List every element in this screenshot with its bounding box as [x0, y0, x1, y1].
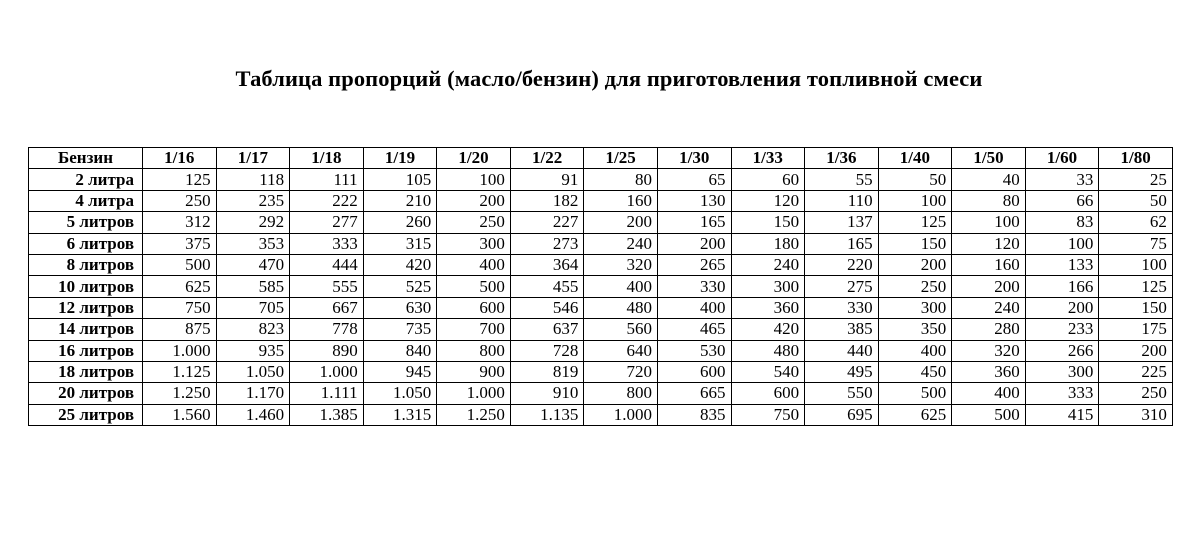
oil-amount-cell: 150: [731, 212, 805, 233]
oil-amount-cell: 233: [1025, 319, 1099, 340]
oil-amount-cell: 480: [584, 297, 658, 318]
oil-amount-cell: 546: [510, 297, 584, 318]
oil-amount-cell: 260: [363, 212, 437, 233]
oil-amount-cell: 470: [216, 254, 290, 275]
oil-amount-cell: 266: [1025, 340, 1099, 361]
oil-amount-cell: 480: [731, 340, 805, 361]
oil-amount-cell: 200: [878, 254, 952, 275]
oil-amount-cell: 273: [510, 233, 584, 254]
oil-amount-cell: 118: [216, 169, 290, 190]
oil-amount-cell: 100: [1025, 233, 1099, 254]
oil-amount-cell: 210: [363, 190, 437, 211]
oil-amount-cell: 180: [731, 233, 805, 254]
table-row: [29, 297, 1173, 318]
oil-amount-cell: 65: [657, 169, 731, 190]
oil-amount-cell: 420: [363, 254, 437, 275]
oil-amount-cell: 600: [657, 361, 731, 382]
oil-amount-cell: 1.000: [290, 361, 364, 382]
oil-amount-cell: 720: [584, 361, 658, 382]
ratio-header-cell: 1/60: [1025, 148, 1099, 169]
oil-amount-cell: 735: [363, 319, 437, 340]
oil-amount-cell: 1.135: [510, 404, 584, 425]
oil-amount-cell: 200: [952, 276, 1026, 297]
oil-amount-cell: 415: [1025, 404, 1099, 425]
oil-amount-cell: 137: [805, 212, 879, 233]
oil-amount-cell: 360: [731, 297, 805, 318]
oil-amount-cell: 200: [1099, 340, 1173, 361]
oil-amount-cell: 750: [731, 404, 805, 425]
oil-amount-cell: 560: [584, 319, 658, 340]
oil-amount-cell: 525: [363, 276, 437, 297]
oil-amount-cell: 120: [952, 233, 1026, 254]
ratio-header-cell: 1/30: [657, 148, 731, 169]
oil-amount-cell: 945: [363, 361, 437, 382]
oil-amount-cell: 320: [952, 340, 1026, 361]
oil-amount-cell: 400: [657, 297, 731, 318]
oil-amount-cell: 150: [878, 233, 952, 254]
ratio-header-cell: 1/33: [731, 148, 805, 169]
oil-amount-cell: 495: [805, 361, 879, 382]
oil-amount-cell: 133: [1025, 254, 1099, 275]
oil-amount-cell: 823: [216, 319, 290, 340]
oil-amount-cell: 80: [952, 190, 1026, 211]
table-row: [29, 190, 1173, 211]
oil-amount-cell: 1.050: [216, 361, 290, 382]
oil-amount-cell: 465: [657, 319, 731, 340]
table-row: [29, 340, 1173, 361]
table-row: [29, 404, 1173, 425]
oil-amount-cell: 800: [437, 340, 511, 361]
oil-amount-cell: 75: [1099, 233, 1173, 254]
oil-amount-cell: 840: [363, 340, 437, 361]
oil-amount-cell: 66: [1025, 190, 1099, 211]
oil-amount-cell: 165: [805, 233, 879, 254]
oil-amount-cell: 105: [363, 169, 437, 190]
oil-amount-cell: 310: [1099, 404, 1173, 425]
table-row: [29, 169, 1173, 190]
oil-amount-cell: 275: [805, 276, 879, 297]
oil-amount-cell: 240: [584, 233, 658, 254]
page-title: Таблица пропорций (масло/бензин) для приготовления топливной смеси: [235, 66, 983, 91]
oil-amount-cell: 110: [805, 190, 879, 211]
oil-amount-cell: 500: [878, 383, 952, 404]
oil-amount-cell: 550: [805, 383, 879, 404]
row-label-cell: 6 литров: [29, 233, 143, 254]
oil-amount-cell: 312: [143, 212, 217, 233]
oil-amount-cell: 665: [657, 383, 731, 404]
oil-amount-cell: 630: [363, 297, 437, 318]
oil-amount-cell: 360: [952, 361, 1026, 382]
oil-amount-cell: 637: [510, 319, 584, 340]
oil-amount-cell: 705: [216, 297, 290, 318]
row-label-cell: 2 литра: [29, 169, 143, 190]
oil-amount-cell: 600: [437, 297, 511, 318]
oil-amount-cell: 165: [657, 212, 731, 233]
oil-amount-cell: 400: [878, 340, 952, 361]
oil-amount-cell: 1.315: [363, 404, 437, 425]
oil-amount-cell: 555: [290, 276, 364, 297]
ratio-header-cell: 1/50: [952, 148, 1026, 169]
oil-amount-cell: 100: [1099, 254, 1173, 275]
oil-amount-cell: 160: [584, 190, 658, 211]
oil-amount-cell: 250: [1099, 383, 1173, 404]
oil-amount-cell: 292: [216, 212, 290, 233]
oil-amount-cell: 120: [731, 190, 805, 211]
fuel-mix-table: [28, 147, 1173, 426]
oil-amount-cell: 935: [216, 340, 290, 361]
oil-amount-cell: 890: [290, 340, 364, 361]
table-row: [29, 276, 1173, 297]
row-label-cell: 4 литра: [29, 190, 143, 211]
oil-amount-cell: 235: [216, 190, 290, 211]
oil-amount-cell: 819: [510, 361, 584, 382]
oil-amount-cell: 125: [143, 169, 217, 190]
oil-amount-cell: 400: [437, 254, 511, 275]
ratio-header-cell: 1/19: [363, 148, 437, 169]
oil-amount-cell: 33: [1025, 169, 1099, 190]
oil-amount-cell: 1.111: [290, 383, 364, 404]
oil-amount-cell: 400: [952, 383, 1026, 404]
oil-amount-cell: 375: [143, 233, 217, 254]
oil-amount-cell: 130: [657, 190, 731, 211]
oil-amount-cell: 728: [510, 340, 584, 361]
oil-amount-cell: 1.250: [437, 404, 511, 425]
oil-amount-cell: 182: [510, 190, 584, 211]
ratio-header-cell: 1/17: [216, 148, 290, 169]
oil-amount-cell: 530: [657, 340, 731, 361]
oil-amount-cell: 750: [143, 297, 217, 318]
oil-amount-cell: 25: [1099, 169, 1173, 190]
oil-amount-cell: 1.000: [437, 383, 511, 404]
oil-amount-cell: 315: [363, 233, 437, 254]
oil-amount-cell: 60: [731, 169, 805, 190]
row-label-cell: 20 литров: [29, 383, 143, 404]
oil-amount-cell: 320: [584, 254, 658, 275]
oil-amount-cell: 440: [805, 340, 879, 361]
oil-amount-cell: 600: [731, 383, 805, 404]
ratio-header-cell: 1/25: [584, 148, 658, 169]
oil-amount-cell: 1.560: [143, 404, 217, 425]
oil-amount-cell: 100: [878, 190, 952, 211]
oil-amount-cell: 175: [1099, 319, 1173, 340]
oil-amount-cell: 91: [510, 169, 584, 190]
oil-amount-cell: 160: [952, 254, 1026, 275]
row-label-cell: 8 литров: [29, 254, 143, 275]
oil-amount-cell: 220: [805, 254, 879, 275]
oil-amount-cell: 500: [437, 276, 511, 297]
ratio-header-cell: 1/18: [290, 148, 364, 169]
oil-amount-cell: 910: [510, 383, 584, 404]
oil-amount-cell: 350: [878, 319, 952, 340]
ratio-header-cell: 1/20: [437, 148, 511, 169]
row-label-cell: 25 литров: [29, 404, 143, 425]
oil-amount-cell: 1.000: [143, 340, 217, 361]
ratio-header-cell: 1/40: [878, 148, 952, 169]
table-row: [29, 383, 1173, 404]
oil-amount-cell: 200: [584, 212, 658, 233]
oil-amount-cell: 62: [1099, 212, 1173, 233]
oil-amount-cell: 240: [731, 254, 805, 275]
ratio-header-cell: 1/80: [1099, 148, 1173, 169]
oil-amount-cell: 227: [510, 212, 584, 233]
row-label-cell: 18 литров: [29, 361, 143, 382]
oil-amount-cell: 540: [731, 361, 805, 382]
oil-amount-cell: 1.000: [584, 404, 658, 425]
oil-amount-cell: 125: [1099, 276, 1173, 297]
oil-amount-cell: 225: [1099, 361, 1173, 382]
oil-amount-cell: 265: [657, 254, 731, 275]
oil-amount-cell: 1.125: [143, 361, 217, 382]
oil-amount-cell: 83: [1025, 212, 1099, 233]
oil-amount-cell: 300: [437, 233, 511, 254]
oil-amount-cell: 240: [952, 297, 1026, 318]
oil-amount-cell: 50: [1099, 190, 1173, 211]
oil-amount-cell: 667: [290, 297, 364, 318]
oil-amount-cell: 385: [805, 319, 879, 340]
oil-amount-cell: 40: [952, 169, 1026, 190]
oil-amount-cell: 625: [143, 276, 217, 297]
oil-amount-cell: 1.170: [216, 383, 290, 404]
row-label-cell: 5 литров: [29, 212, 143, 233]
ratio-header-cell: 1/16: [143, 148, 217, 169]
oil-amount-cell: 333: [290, 233, 364, 254]
header-row: [29, 148, 1173, 169]
oil-amount-cell: 200: [437, 190, 511, 211]
oil-amount-cell: 778: [290, 319, 364, 340]
oil-amount-cell: 125: [878, 212, 952, 233]
oil-amount-cell: 55: [805, 169, 879, 190]
oil-amount-cell: 500: [143, 254, 217, 275]
oil-amount-cell: 111: [290, 169, 364, 190]
oil-amount-cell: 200: [1025, 297, 1099, 318]
oil-amount-cell: 400: [584, 276, 658, 297]
oil-amount-cell: 250: [878, 276, 952, 297]
row-label-cell: 12 литров: [29, 297, 143, 318]
oil-amount-cell: 585: [216, 276, 290, 297]
oil-amount-cell: 200: [657, 233, 731, 254]
table-row: [29, 254, 1173, 275]
oil-amount-cell: 1.250: [143, 383, 217, 404]
corner-header-cell: Бензин: [29, 148, 143, 169]
oil-amount-cell: 100: [952, 212, 1026, 233]
oil-amount-cell: 625: [878, 404, 952, 425]
oil-amount-cell: 1.385: [290, 404, 364, 425]
oil-amount-cell: 1.460: [216, 404, 290, 425]
row-label-cell: 16 литров: [29, 340, 143, 361]
oil-amount-cell: 364: [510, 254, 584, 275]
table-row: [29, 212, 1173, 233]
oil-amount-cell: 695: [805, 404, 879, 425]
oil-amount-cell: 150: [1099, 297, 1173, 318]
oil-amount-cell: 100: [437, 169, 511, 190]
oil-amount-cell: 444: [290, 254, 364, 275]
ratio-header-cell: 1/22: [510, 148, 584, 169]
oil-amount-cell: 250: [437, 212, 511, 233]
oil-amount-cell: 300: [1025, 361, 1099, 382]
oil-amount-cell: 277: [290, 212, 364, 233]
oil-amount-cell: 50: [878, 169, 952, 190]
oil-amount-cell: 700: [437, 319, 511, 340]
oil-amount-cell: 420: [731, 319, 805, 340]
oil-amount-cell: 835: [657, 404, 731, 425]
oil-amount-cell: 875: [143, 319, 217, 340]
ratio-header-cell: 1/36: [805, 148, 879, 169]
oil-amount-cell: 222: [290, 190, 364, 211]
table-row: [29, 361, 1173, 382]
oil-amount-cell: 330: [657, 276, 731, 297]
table-row: [29, 319, 1173, 340]
oil-amount-cell: 80: [584, 169, 658, 190]
oil-amount-cell: 330: [805, 297, 879, 318]
oil-amount-cell: 353: [216, 233, 290, 254]
oil-amount-cell: 450: [878, 361, 952, 382]
oil-amount-cell: 280: [952, 319, 1026, 340]
oil-amount-cell: 455: [510, 276, 584, 297]
row-label-cell: 14 литров: [29, 319, 143, 340]
oil-amount-cell: 500: [952, 404, 1026, 425]
oil-amount-cell: 333: [1025, 383, 1099, 404]
oil-amount-cell: 300: [731, 276, 805, 297]
oil-amount-cell: 1.050: [363, 383, 437, 404]
oil-amount-cell: 166: [1025, 276, 1099, 297]
oil-amount-cell: 640: [584, 340, 658, 361]
oil-amount-cell: 900: [437, 361, 511, 382]
row-label-cell: 10 литров: [29, 276, 143, 297]
oil-amount-cell: 300: [878, 297, 952, 318]
oil-amount-cell: 800: [584, 383, 658, 404]
table-row: [29, 233, 1173, 254]
oil-amount-cell: 250: [143, 190, 217, 211]
